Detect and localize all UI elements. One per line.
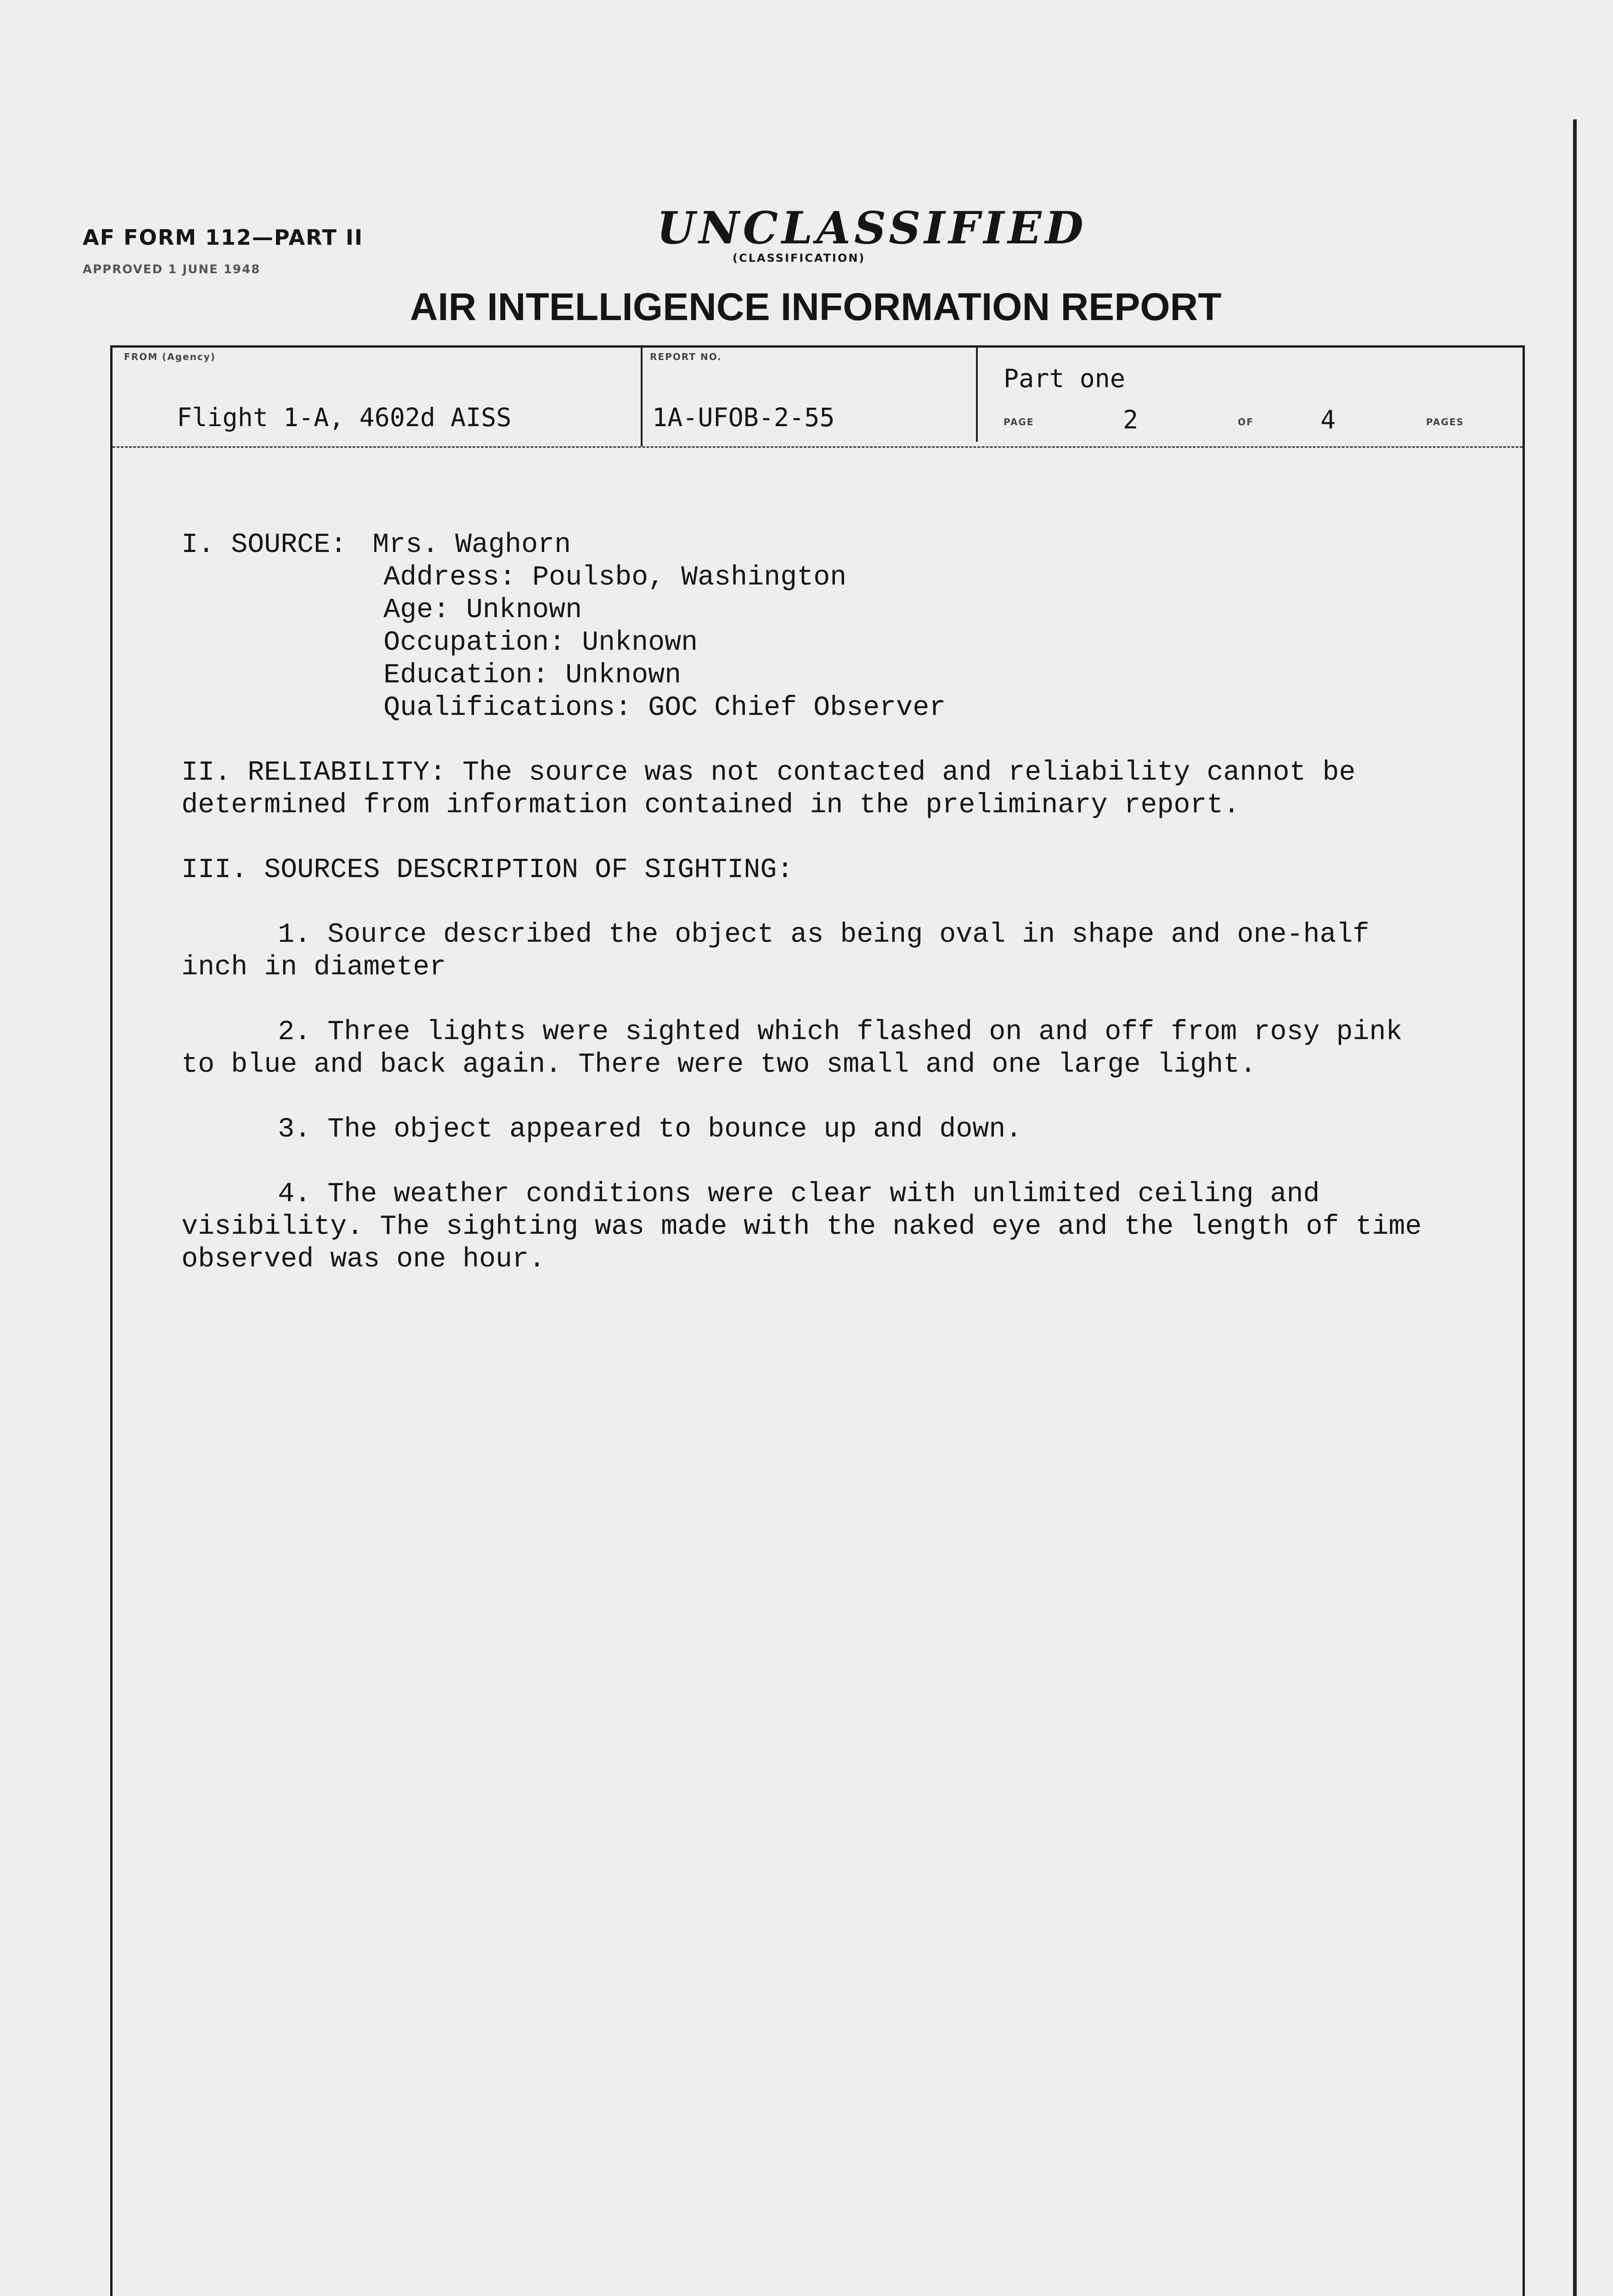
classification-label-top: (CLASSIFICATION) (733, 252, 866, 264)
from-value: Flight 1-A, 4602d AISS (177, 403, 512, 432)
form-number: AF FORM 112—PART II (83, 225, 363, 250)
of-value: 4 (1320, 405, 1336, 434)
reliability-line: determined from information contained in the preliminary report. (181, 790, 1240, 821)
paragraph-line: 2. Three lights were sighted which flashed on and off from rosy pink (278, 1017, 1403, 1048)
from-label: FROM (Agency) (124, 351, 216, 362)
report-no-label: REPORT NO. (650, 351, 722, 362)
of-label: OF (1238, 416, 1254, 428)
report-body (181, 529, 1513, 1276)
paragraph-line: visibility. The sighting was made with the naked eye and the length of time (181, 1211, 1422, 1243)
report-no-value: 1A-UFOB-2-55 (652, 403, 835, 432)
page-edge-shadow (1573, 119, 1577, 2296)
paragraph-line: inch in diameter (181, 952, 446, 983)
source-occupation: Occupation: Unknown (384, 627, 698, 658)
source-age: Age: Unknown (384, 595, 582, 626)
source-heading: I. SOURCE: (181, 529, 347, 561)
source-address: Address: Poulsbo, Washington (384, 562, 847, 593)
paragraph-line: to blue and back again. There were two small and one large light. (181, 1049, 1257, 1080)
source-line (181, 529, 1513, 562)
description-heading: III. SOURCES DESCRIPTION OF SIGHTING: (181, 855, 794, 886)
paragraph-line: 1. Source described the object as being oval in shape and one-half (278, 919, 1370, 951)
source-education: Education: Unknown (384, 660, 682, 691)
source-qualifications: Qualifications: GOC Chief Observer (384, 692, 946, 724)
header-divider (641, 348, 643, 446)
report-frame (110, 345, 1525, 2296)
source-name: Mrs. Waghorn (372, 529, 571, 561)
paragraph-line: 3. The object appeared to bounce up and down. (278, 1114, 1022, 1145)
form-approval-date: APPROVED 1 JUNE 1948 (83, 263, 261, 276)
classification-stamp-top: UNCLASSIFIED (657, 202, 1087, 254)
reliability-line: II. RELIABILITY: The source was not contacted and reliability cannot be (181, 757, 1356, 788)
pages-label: PAGES (1426, 416, 1464, 428)
page-label: PAGE (1004, 416, 1034, 428)
paragraph-line: 4. The weather conditions were clear with unlimited ceiling and (278, 1179, 1320, 1210)
paragraph-line: observed was one hour. (181, 1244, 546, 1275)
page-value: 2 (1123, 405, 1139, 434)
part-value: Part one (1004, 364, 1125, 393)
report-header (113, 348, 1523, 448)
header-divider (976, 348, 978, 442)
report-title: AIR INTELLIGENCE INFORMATION REPORT (410, 285, 1222, 328)
